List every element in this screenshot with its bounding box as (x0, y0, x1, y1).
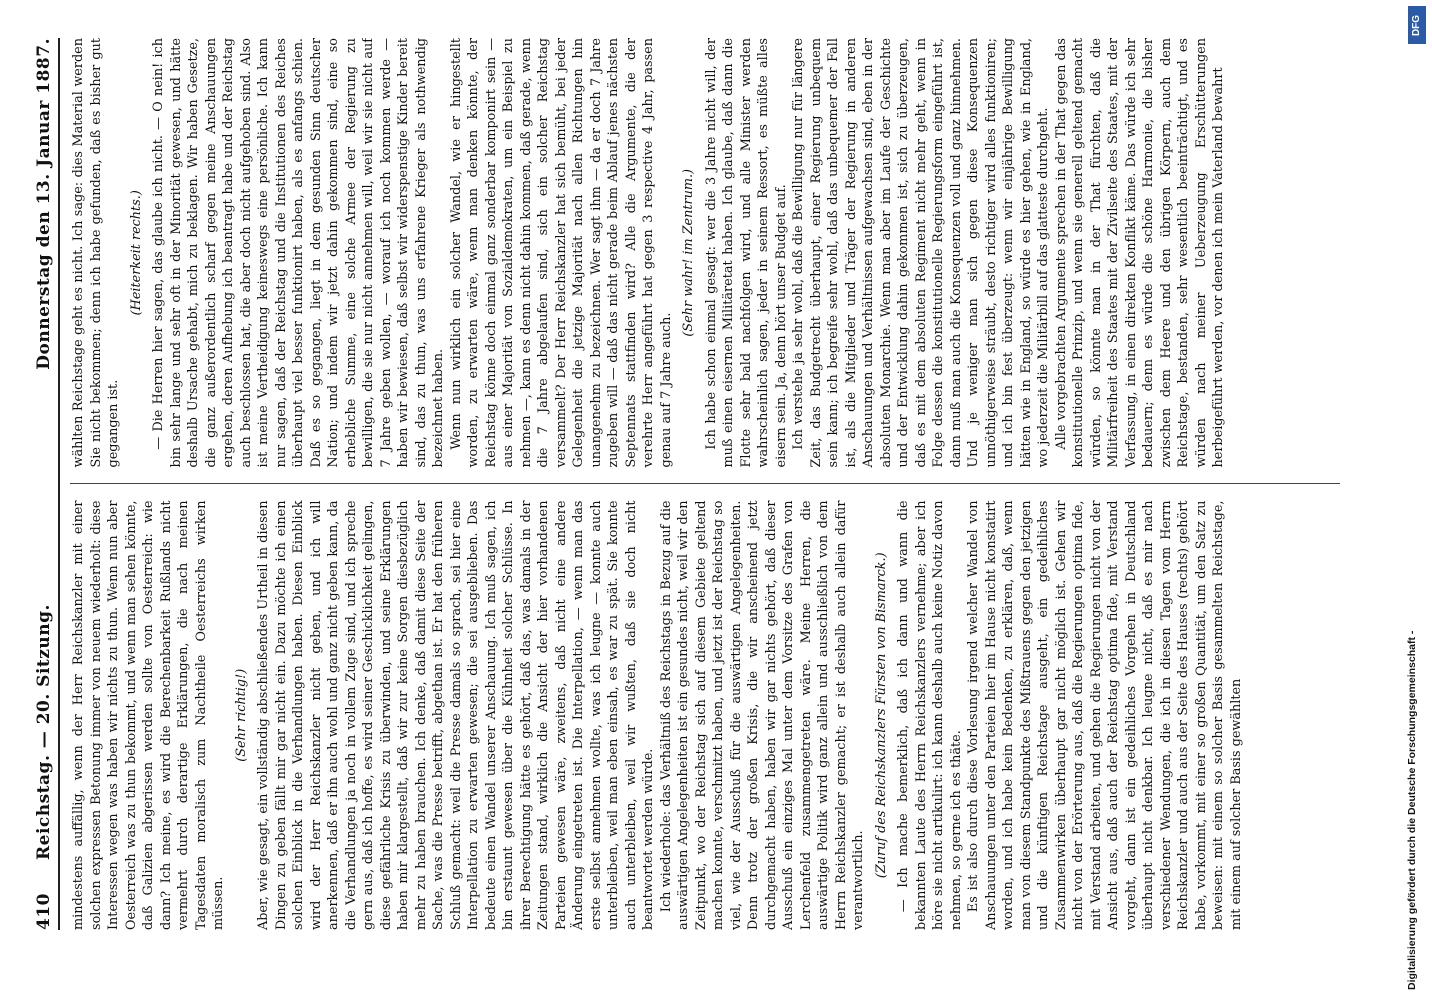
stage-direction: (Sehr richtig!) (233, 668, 249, 762)
right-column-paragraph: Ich habe schon einmal gesagt: wer die 3 Jahre nicht will, der muß einen eisernen Militäretat haben. Ich glaube, daß dann die Flotte sehr bald nachfolgen wird, und alle Minister werden wahrscheinlich sagen, jeder in seinem Ressort, es müßte alles eisern sein. Ja, denn hört unser Budget auf. (703, 38, 789, 468)
left-column-paragraph: Ich wiederhole: das Verhältniß des Reichstags in Bezug auf die auswärtigen Angelegenheiten ist ein gesundes nicht, weil wir den Zeitpunkt, wo der Reichstag sich auf diesem Gebiete geltend machen konnte, verschmitzt haben, und jetzt ist der Reichstag so viel, wie der Ausschuß für die auswärtigen Angelegenheiten. Denn trotz der großen Krisis, die wir anscheinend jetzt durchgemacht haben, haben wir gar nichts gehört, daß dieser Ausschuß ein einziges Mal unter dem Vorsitze des Grafen von Lerchenfeld zusammengetreten wäre. Meine Herren, die auswärtige Politik wird ganz allein und ausschließlich von dem Herrn Reichskanzler gemacht; er ist deshalb auch allein dafür verantwortlich. (658, 500, 866, 930)
column-divider (70, 484, 1340, 485)
stage-direction: (Heiterkeit rechts.) (128, 190, 144, 316)
left-column-paragraph: mindestens auffällig, wenn der Herr Reichskanzler mit einer solchen expressen Betonung immer von neuem wiederholt: diese Interessen wegen was haben wir nichts zu thun. Wenn nun aber Oesterreich was zu thun bekommt, und wenn man sehen könnte, daß Galizien abgerissen werden sollte von Oesterreich: wie dann? Ich meine, es wird die Berechenbarkeit Rußlands nicht vermehrt durch derartige Erklärungen, die nach meinen Tagesdaten moralisch zum Nachtheile Oesterreichs wirken müssen. (71, 500, 226, 930)
left-column-paragraph: Es ist also durch diese Vorlesung irgend welcher Wandel von Anschauungen unter den Parteien hier im Hause nicht konstatirt worden, und ich habe kein Bedenken, zu erklären, daß, wenn man von diesem Standpunkte des Mißtrauens gegen den jetzigen und die künftigen Reichstage ausgeht, ein gedeihliches Zusammenwirken überhaupt gar nicht möglich ist. Gehen wir nicht von der Erörterung aus, daß die Regierungen optima fide, mit Verstand arbeiten, und gehen die Regierungen nicht von der Ansicht aus, daß auch der Reichstag optima fide, mit Verstand vorgeht, dann ist ein gedeihliches Vorgehen in Deutschland überhaupt nicht denkbar. Ich leugne nicht, daß es mir nach verschiedener Wendungen, die ich in diesen Tagen vom Herrn Reichskanzler und auch aus der Seite des Hauses (rechts) gehört habe, vorkommt, mit einer so großen Quantität, um den Satz zu beweisen: mit einem so solcher Basis gesammelten Reichstage, mit einem auf solcher Basis gewählten (966, 500, 1244, 930)
left-column (70, 485, 1340, 931)
text-columns (70, 38, 1340, 930)
right-column-paragraph: Wenn nun wirklich ein solcher Wandel, wie er hingestellt worden, zu erwarten wäre, wenn man denken könnte, der Reichstag könne doch einmal ganz sonderbar komponirt sein — aus einer Majorität von Sozialdemokraten, um ein Beispiel zu nehmen —, kann es denn nicht dahin kommen, daß gerade, wenn die 7 Jahre abgelaufen sind, sich ein solcher Reichstag versammelt? Der Herr Reichskanzler hat sich bemüht, bei jeder Gelegenheit die jetzige Majorität nach allen Richtungen hin unangenehm zu bezeichnen. Wer sagt ihm — da er doch 7 Jahre zugeben will — daß das nicht gerade beim Ablauf jenes nächsten Septennats stattfinden wird? Alle die Argumente, die der verehrte Herr angeführt hat gegen 3 respective 4 Jahr, passen genau auf 7 Jahre auch. (448, 38, 674, 468)
session-date: Donnerstag den 13. Januar 1887. (34, 38, 54, 370)
digitization-credit-text: Digitalisierung gefördert durch die Deutsche Forschungsgemeinschaft - (1406, 630, 1418, 990)
right-column (70, 38, 1340, 484)
page-number: 410 (34, 893, 54, 930)
left-column-paragraph: Aber, wie gesagt, ein vollständig abschließendes Urtheil in diesen Dingen zu geben fällt mir gar nicht ein. Dazu möchte ich einen solchen Einblick in die Verhandlungen haben. Diesen Einblick wird der Herr Reichskanzler nicht geben, und ich will anerkennen, daß er ihn auch wohl und ganz nicht geben kann, da die Verhandlungen ja noch in vollem Zuge sind, und ich spreche gern aus, daß ich hoffe, es wird seiner Geschicklichkeit gelingen, diese gefährliche Krisis zu überwinden, und seine Erklärungen haben mir klargestellt, daß wir zur keine Sorgen diesbezüglich mehr zu haben brauchen. Ich denke, daß damit diese Seite der Sache, was die Presse betrifft, abgethan ist. Er hat den früheren Schluß gemacht: weil die Presse damals so sprach, sei hier eine Interpellation zu erwarten gewesen; die sei ausgeblieben. Das bedeute einen Wandel unserer Anschauung. Ich muß sagen, ich bin erstaunt gewesen über die Kühnheit solcher Schlüsse. In ihrer Berechtigung hätte es gehört, daß das, was damals in der Zeitungen stand, wirklich die Ansicht der hier vorhandenen Parteien gewesen wäre, zweitens, daß nicht eine andere Änderung eingetreten ist. Die Interpellation, — wenn man das erste selbst annehmen wollte, was ich leugne — konnte auch unterbleiben, weil man eben einsah, es war zu spät. Sie konnte auch unterbleiben, weil wir wußten, daß sie doch nicht beantwortet werden würde. (256, 500, 656, 930)
dfg-logo (1408, 6, 1426, 44)
stage-direction: (Sehr wahr! im Zentrum.) (681, 168, 696, 337)
right-column-paragraph: Alle vorgebrachten Argumente sprechen in der That gegen das konstitutionelle Prinzip, und wenn sie generell geltend gemacht würden, so könnte man in der That fürchten, daß die Militärfreiheit des Staates mit der Zivilseite des Staates, mit der Verfassung, in einen direkten Konflikt käme. Das würde ich sehr bedauern; denn es würde die schöne Harmonie, die bisher zwischen dem Heere und den übrigen Körpern, auch dem Reichstage, bestanden, sehr wesentlich beeinträchtigt, und es würden nach meiner Ueberzeugung Erschütterungen herbeigeführt werden, vor denen ich mein Vaterland bewahrt (1053, 38, 1226, 468)
dfg-logo-text: DFG (1411, 14, 1423, 36)
digitization-credit (1402, 0, 1430, 1000)
stage-direction: (Zuruf des Reichskanzlers Fürsten von Bismarck.) (873, 552, 889, 879)
right-column-paragraph: — Die Herren hier sagen, das glaube ich nicht. — O nein! ich bin sehr lange und sehr oft in der Minorität gewesen, und hätte deshalb Ursache gehabt, mich zu beklagen. Wir haben Gesetze, die ganz außerordentlich scharf gegen meine Anschauungen ergehen, deren Aufhebung ich beantragt habe und der Reichstag auch beschlossen hat, die aber doch nicht aufgehoben sind. Also ist meine Vertheidigung keineswegs eine persönliche. Ich kann nur sagen, daß der Reichstag und die Institutionen des Reiches überhaupt viel besser funktionirt haben, als es anfangs schien. Daß es so gegangen, liegt in dem gesunden Sinn deutscher Nation; und indem wir jetzt dahin gekommen sind, eine so erhebliche Summe, eine solche Armee der Regierung zu bewilligen, die sie nur nicht annehmen will, weil wir sie nicht auf 7 Jahre geben wollen, — worauf ich noch kommen werde — haben wir bewiesen, daß selbst wir widerspenstige Kinder bereit sind, das zu thun, was uns erfahrene Krieger als nothwendig bezeichnet haben. (151, 38, 446, 468)
right-column-paragraph: wählten Reichstage geht es nicht. Ich sage: dies Material werden Sie nicht bekommen; denn ich habe gefunden, daß es bisher gut gegangen ist. (71, 38, 121, 468)
left-column-paragraph: — Ich mache bemerklich, daß ich dann und wann die bekannten Laute des Herrn Reichskanzlers vernehme; aber ich höre sie nicht artikulirt: ich kann deshalb auch keine Notiz davon nehmen, so gerne ich es thäte. (896, 500, 964, 930)
right-column-paragraph: Ich verstehe ja sehr wohl, daß die Bewilligung nur für längere Zeit, das Budgetrecht überhaupt, einer Regierung unbequem sein kann; ich begreife sehr wohl, daß das unbequemer der Fall ist, als die Mitglieder und Träger der Regierung in anderen Anschauungen und Verhältnissen aufgewachsen sind, eben in der absoluten Monarchie. Wenn man aber im Laufe der Geschichte und der Entwicklung dahin gekommen ist, sich zu überzeugen, daß es mit dem absoluten Regiment nicht mehr geht, wenn in Folge dessen die konstitutionelle Regierungsform eingeführt ist, dann muß man auch die Konsequenzen voll und ganz hinnehmen. Und je weniger man sich gegen diese Konsequenzen unnöthigerweise sträubt, desto richtiger wird alles funktioniren; und ich bin fest überzeugt: wenn wir einjährige Bewilligung hätten wie in England, so würde es hier gehen, wie in England, wo jederzeit die Militärbill auf das glatteste durchgeht. (791, 38, 1051, 468)
running-head (34, 38, 60, 930)
session-title: Reichstag. — 20. Sitzung. (34, 604, 54, 860)
